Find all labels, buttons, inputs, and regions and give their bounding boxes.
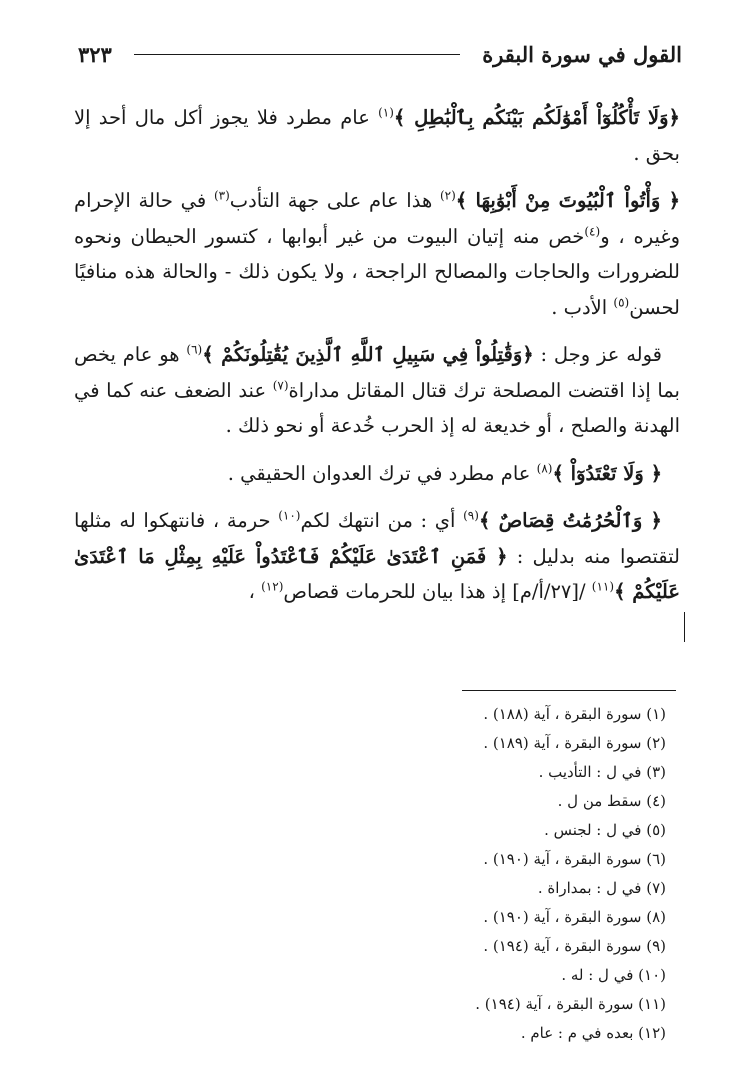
footnote-marker: (٧) [272,378,289,392]
footnote: (٢) سورة البقرة ، آية (١٨٩) . [483,734,666,752]
footnote-marker: (١١) [591,579,615,594]
footnote-marker: (١) [378,105,394,120]
page-header [78,34,682,74]
footnote-marker: (٣) [213,188,230,203]
paragraph [74,503,680,610]
footnote-marker: (١٢) [261,579,284,594]
quran-verse: ﴿وَقَٰتِلُواْ فِي سَبِيلِ ٱللَّهِ ٱلَّذِينَ يُقَٰتِلُونَكُمْ ﴾ [202,343,534,366]
footnote-marker: (٢) [439,188,456,203]
footnote: (١) سورة البقرة ، آية (١٨٨) . [483,705,666,723]
footnote-marker: (٨) [536,461,553,475]
text-run: في حالة الإحرام وغيره ، و [74,189,680,248]
page-number: ٣٢٣ [78,41,112,67]
footnote: (٣) في ل : التأديب . [538,763,666,781]
running-title: القول في سورة البقرة [482,41,682,67]
footnotes-list [366,700,666,1048]
footnote-marker: (٦) [186,342,203,357]
footnote: (٦) سورة البقرة ، آية (١٩٠) . [483,850,666,868]
quran-verse: ﴿ وَلَا تَعْتَدُوٓاْ ﴾ [552,461,662,485]
paragraph [74,337,680,444]
footnote: (٩) سورة البقرة ، آية (١٩٤) . [483,937,666,955]
paragraph [74,183,680,325]
text-run: الأدب . [551,295,614,319]
text-run: ، [248,580,262,603]
footnote-marker: (٩) [463,508,479,523]
footnote-separator [462,690,676,691]
paragraph [74,100,680,171]
footnote: (٨) سورة البقرة ، آية (١٩٠) . [483,908,666,926]
text-run: هو عام يخص بما إذا اقتضت المصلحة ترك قتال المقاتل مداراة [74,343,680,402]
text-run: عام مطرد فلا يجوز أكل مال أحد إلا بحق . [74,106,680,165]
footnote: (٤) سقط من ل . [557,792,666,810]
text-run: خص منه إتيان البيوت من غير أبوابها ، كتسور الحيطان ونحوه للضرورات والحاجات والمصالح الراجحة ، ولا يكون ذلك - والحالة هذه منافيًا لحسن [74,224,680,319]
footnote-marker: (٤) [584,224,601,238]
footnote: (٧) في ل : بمداراة . [537,879,666,897]
text-run: أي : من انتهك لكم [300,509,464,532]
text-run: قوله عز وجل : [533,343,662,366]
text-run: /[٢٧/أ/م] إذ هذا بيان للحرمات قصاص [283,580,592,603]
footnote: (٥) في ل : لجنس . [544,821,666,839]
header-rule [134,54,460,55]
margin-line [684,612,685,642]
footnote: (١٠) في ل : له . [561,966,666,984]
main-text [74,100,680,622]
footnote-marker: (١٠) [278,508,301,523]
footnote-marker: (٥) [613,295,630,309]
quran-verse: ﴿ وَٱلْحُرُمَٰتُ قِصَاصٌ ﴾ [478,509,662,532]
footnote: (١١) سورة البقرة ، آية (١٩٤) . [475,995,666,1013]
text-run: عند الضعف عنه كما في الهدنة والصلح ، أو خديعة له إذ الحرب خُدعة أو نحو ذلك . [74,378,680,437]
quran-verse: ﴿وَلَا تَأْكُلُوٓاْ أَمْوَٰلَكُم بَيْنَكُم بِٱلْبَٰطِلِ ﴾ [393,106,680,129]
text-run: عام مطرد في ترك العدوان الحقيقي . [227,461,537,485]
quran-verse: ﴿ وَأْتُواْ ٱلْبُيُوتَ مِنْ أَبْوَٰبِهَا ﴾ [455,189,680,212]
footnote: (١٢) بعده في م : عام . [520,1024,666,1042]
quran-verse: ﴿ فَمَنِ ٱعْتَدَىٰ عَلَيْكُمْ فَٱعْتَدُواْ عَلَيْهِ بِمِثْلِ مَا ٱعْتَدَىٰ عَلَيْكُمْ ﴾ [74,544,680,603]
text-run: هذا عام على جهة التأدب [229,189,440,212]
paragraph [74,456,680,492]
text-run: حرمة ، فانتهكوا له مثلها لتقتصوا منه بدليل : [74,509,680,568]
